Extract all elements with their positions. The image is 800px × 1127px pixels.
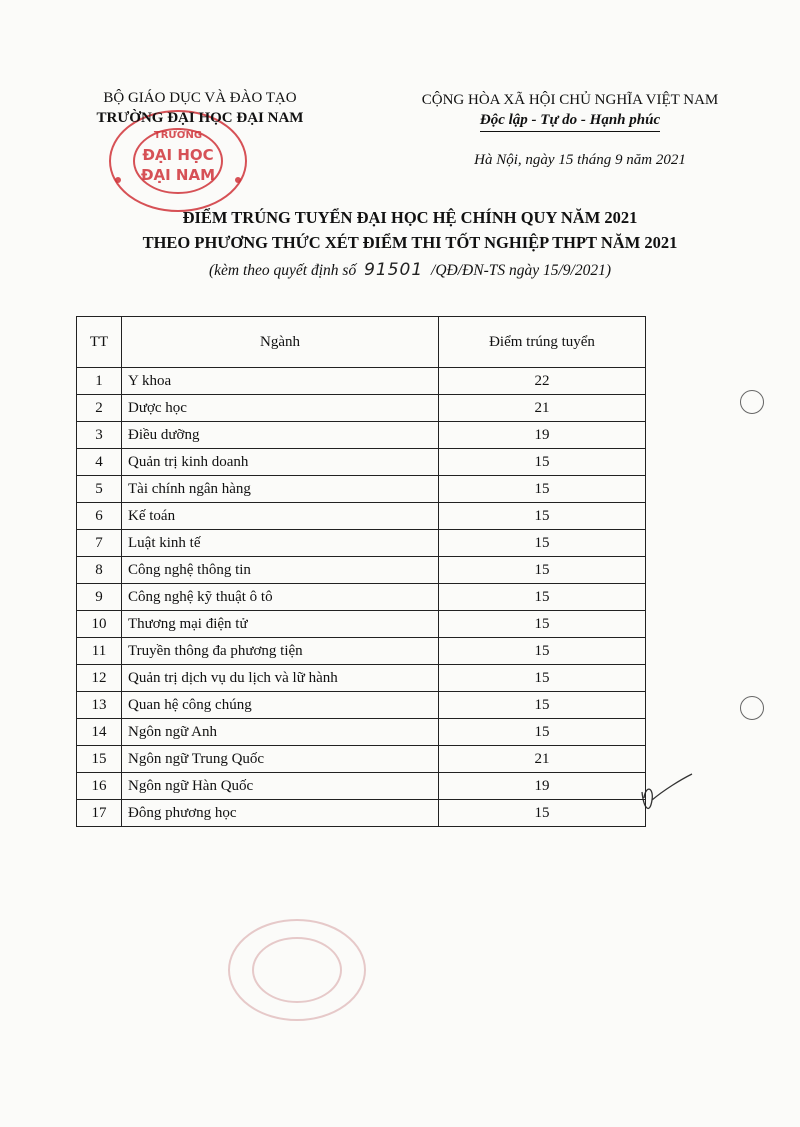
table-row	[77, 800, 646, 827]
major-name: Công nghệ kỹ thuật ô tô	[122, 584, 439, 611]
ministry-name: BỘ GIÁO DỤC VÀ ĐÀO TẠO	[103, 90, 297, 106]
row-index: 5	[77, 476, 122, 503]
admission-score: 21	[439, 746, 646, 773]
school-name: TRƯỜNG ĐẠI HỌC ĐẠI NAM	[96, 110, 304, 126]
row-index: 7	[77, 530, 122, 557]
admission-score: 15	[439, 800, 646, 827]
row-index: 6	[77, 503, 122, 530]
major-name: Thương mại điện tử	[122, 611, 439, 638]
row-index: 16	[77, 773, 122, 800]
table-body	[77, 368, 646, 827]
row-index: 15	[77, 746, 122, 773]
major-name: Y khoa	[122, 368, 439, 395]
punch-hole-top	[740, 390, 764, 414]
admission-score: 15	[439, 692, 646, 719]
svg-text:ĐẠI NAM: ĐẠI NAM	[140, 166, 216, 184]
table-row	[77, 449, 646, 476]
document-title-line1: ĐIỂM TRÚNG TUYỂN ĐẠI HỌC HỆ CHÍNH QUY NĂM 2021	[182, 208, 638, 227]
major-name: Luật kinh tế	[122, 530, 439, 557]
row-index: 14	[77, 719, 122, 746]
table-row	[77, 557, 646, 584]
major-name: Ngôn ngữ Anh	[122, 719, 439, 746]
major-name: Công nghệ thông tin	[122, 557, 439, 584]
svg-text:TRƯỜNG: TRƯỜNG	[153, 130, 203, 141]
row-index: 9	[77, 584, 122, 611]
major-name: Quản trị dịch vụ du lịch và lữ hành	[122, 665, 439, 692]
admission-score: 19	[439, 422, 646, 449]
major-name: Điều dưỡng	[122, 422, 439, 449]
table-row	[77, 503, 646, 530]
major-name: Dược học	[122, 395, 439, 422]
admission-score: 19	[439, 773, 646, 800]
table-row	[77, 530, 646, 557]
issuing-organization	[70, 88, 330, 128]
table-row	[77, 584, 646, 611]
major-name: Truyền thông đa phương tiện	[122, 638, 439, 665]
admission-score: 15	[439, 719, 646, 746]
major-name: Ngôn ngữ Trung Quốc	[122, 746, 439, 773]
row-index: 1	[77, 368, 122, 395]
admission-score: 15	[439, 449, 646, 476]
row-index: 11	[77, 638, 122, 665]
major-name: Tài chính ngân hàng	[122, 476, 439, 503]
decision-prefix: (kèm theo quyết định số	[208, 262, 357, 279]
decision-suffix: /QĐ/ĐN-TS ngày 15/9/2021)	[431, 262, 612, 279]
issue-date: Hà Nội, ngày 15 tháng 9 năm 2021	[474, 152, 686, 168]
admission-score: 15	[439, 638, 646, 665]
header-major: Ngành	[122, 317, 439, 368]
row-index: 12	[77, 665, 122, 692]
major-name: Ngôn ngữ Hàn Quốc	[122, 773, 439, 800]
table-row	[77, 611, 646, 638]
admission-score: 15	[439, 584, 646, 611]
row-index: 3	[77, 422, 122, 449]
table-row	[77, 395, 646, 422]
decision-reference	[60, 260, 760, 280]
country-name: CỘNG HÒA XÃ HỘI CHỦ NGHĨA VIỆT NAM	[421, 92, 719, 108]
major-name: Quản trị kinh doanh	[122, 449, 439, 476]
table-row	[77, 773, 646, 800]
admission-score: 15	[439, 503, 646, 530]
admission-score: 15	[439, 476, 646, 503]
table-row	[77, 638, 646, 665]
row-index: 17	[77, 800, 122, 827]
svg-text:ĐẠI HỌC: ĐẠI HỌC	[142, 146, 214, 164]
admission-score: 22	[439, 368, 646, 395]
table-row	[77, 692, 646, 719]
table-row	[77, 665, 646, 692]
table-row	[77, 719, 646, 746]
major-name: Quan hệ công chúng	[122, 692, 439, 719]
row-index: 4	[77, 449, 122, 476]
major-name: Đông phương học	[122, 800, 439, 827]
major-name: Kế toán	[122, 503, 439, 530]
admission-score: 15	[439, 530, 646, 557]
national-header	[400, 90, 740, 132]
punch-hole-bottom	[740, 696, 764, 720]
row-index: 13	[77, 692, 122, 719]
row-index: 10	[77, 611, 122, 638]
admission-scores-table	[76, 316, 646, 827]
table-header-row	[77, 317, 646, 368]
national-motto: Độc lập - Tự do - Hạnh phúc	[480, 110, 660, 132]
header-tt: TT	[77, 317, 122, 368]
admission-score: 15	[439, 665, 646, 692]
row-index: 2	[77, 395, 122, 422]
table-row	[77, 746, 646, 773]
decision-number-handwritten: 91501	[364, 260, 424, 280]
admission-score: 15	[439, 611, 646, 638]
admission-score: 21	[439, 395, 646, 422]
row-index: 8	[77, 557, 122, 584]
faded-seal	[222, 915, 372, 1025]
header-score: Điểm trúng tuyển	[439, 317, 646, 368]
table-row	[77, 422, 646, 449]
table-row	[77, 368, 646, 395]
document-title-line2: THEO PHƯƠNG THỨC XÉT ĐIỂM THI TỐT NGHIỆP THPT NĂM 2021	[142, 233, 678, 252]
table-row	[77, 476, 646, 503]
admission-score: 15	[439, 557, 646, 584]
